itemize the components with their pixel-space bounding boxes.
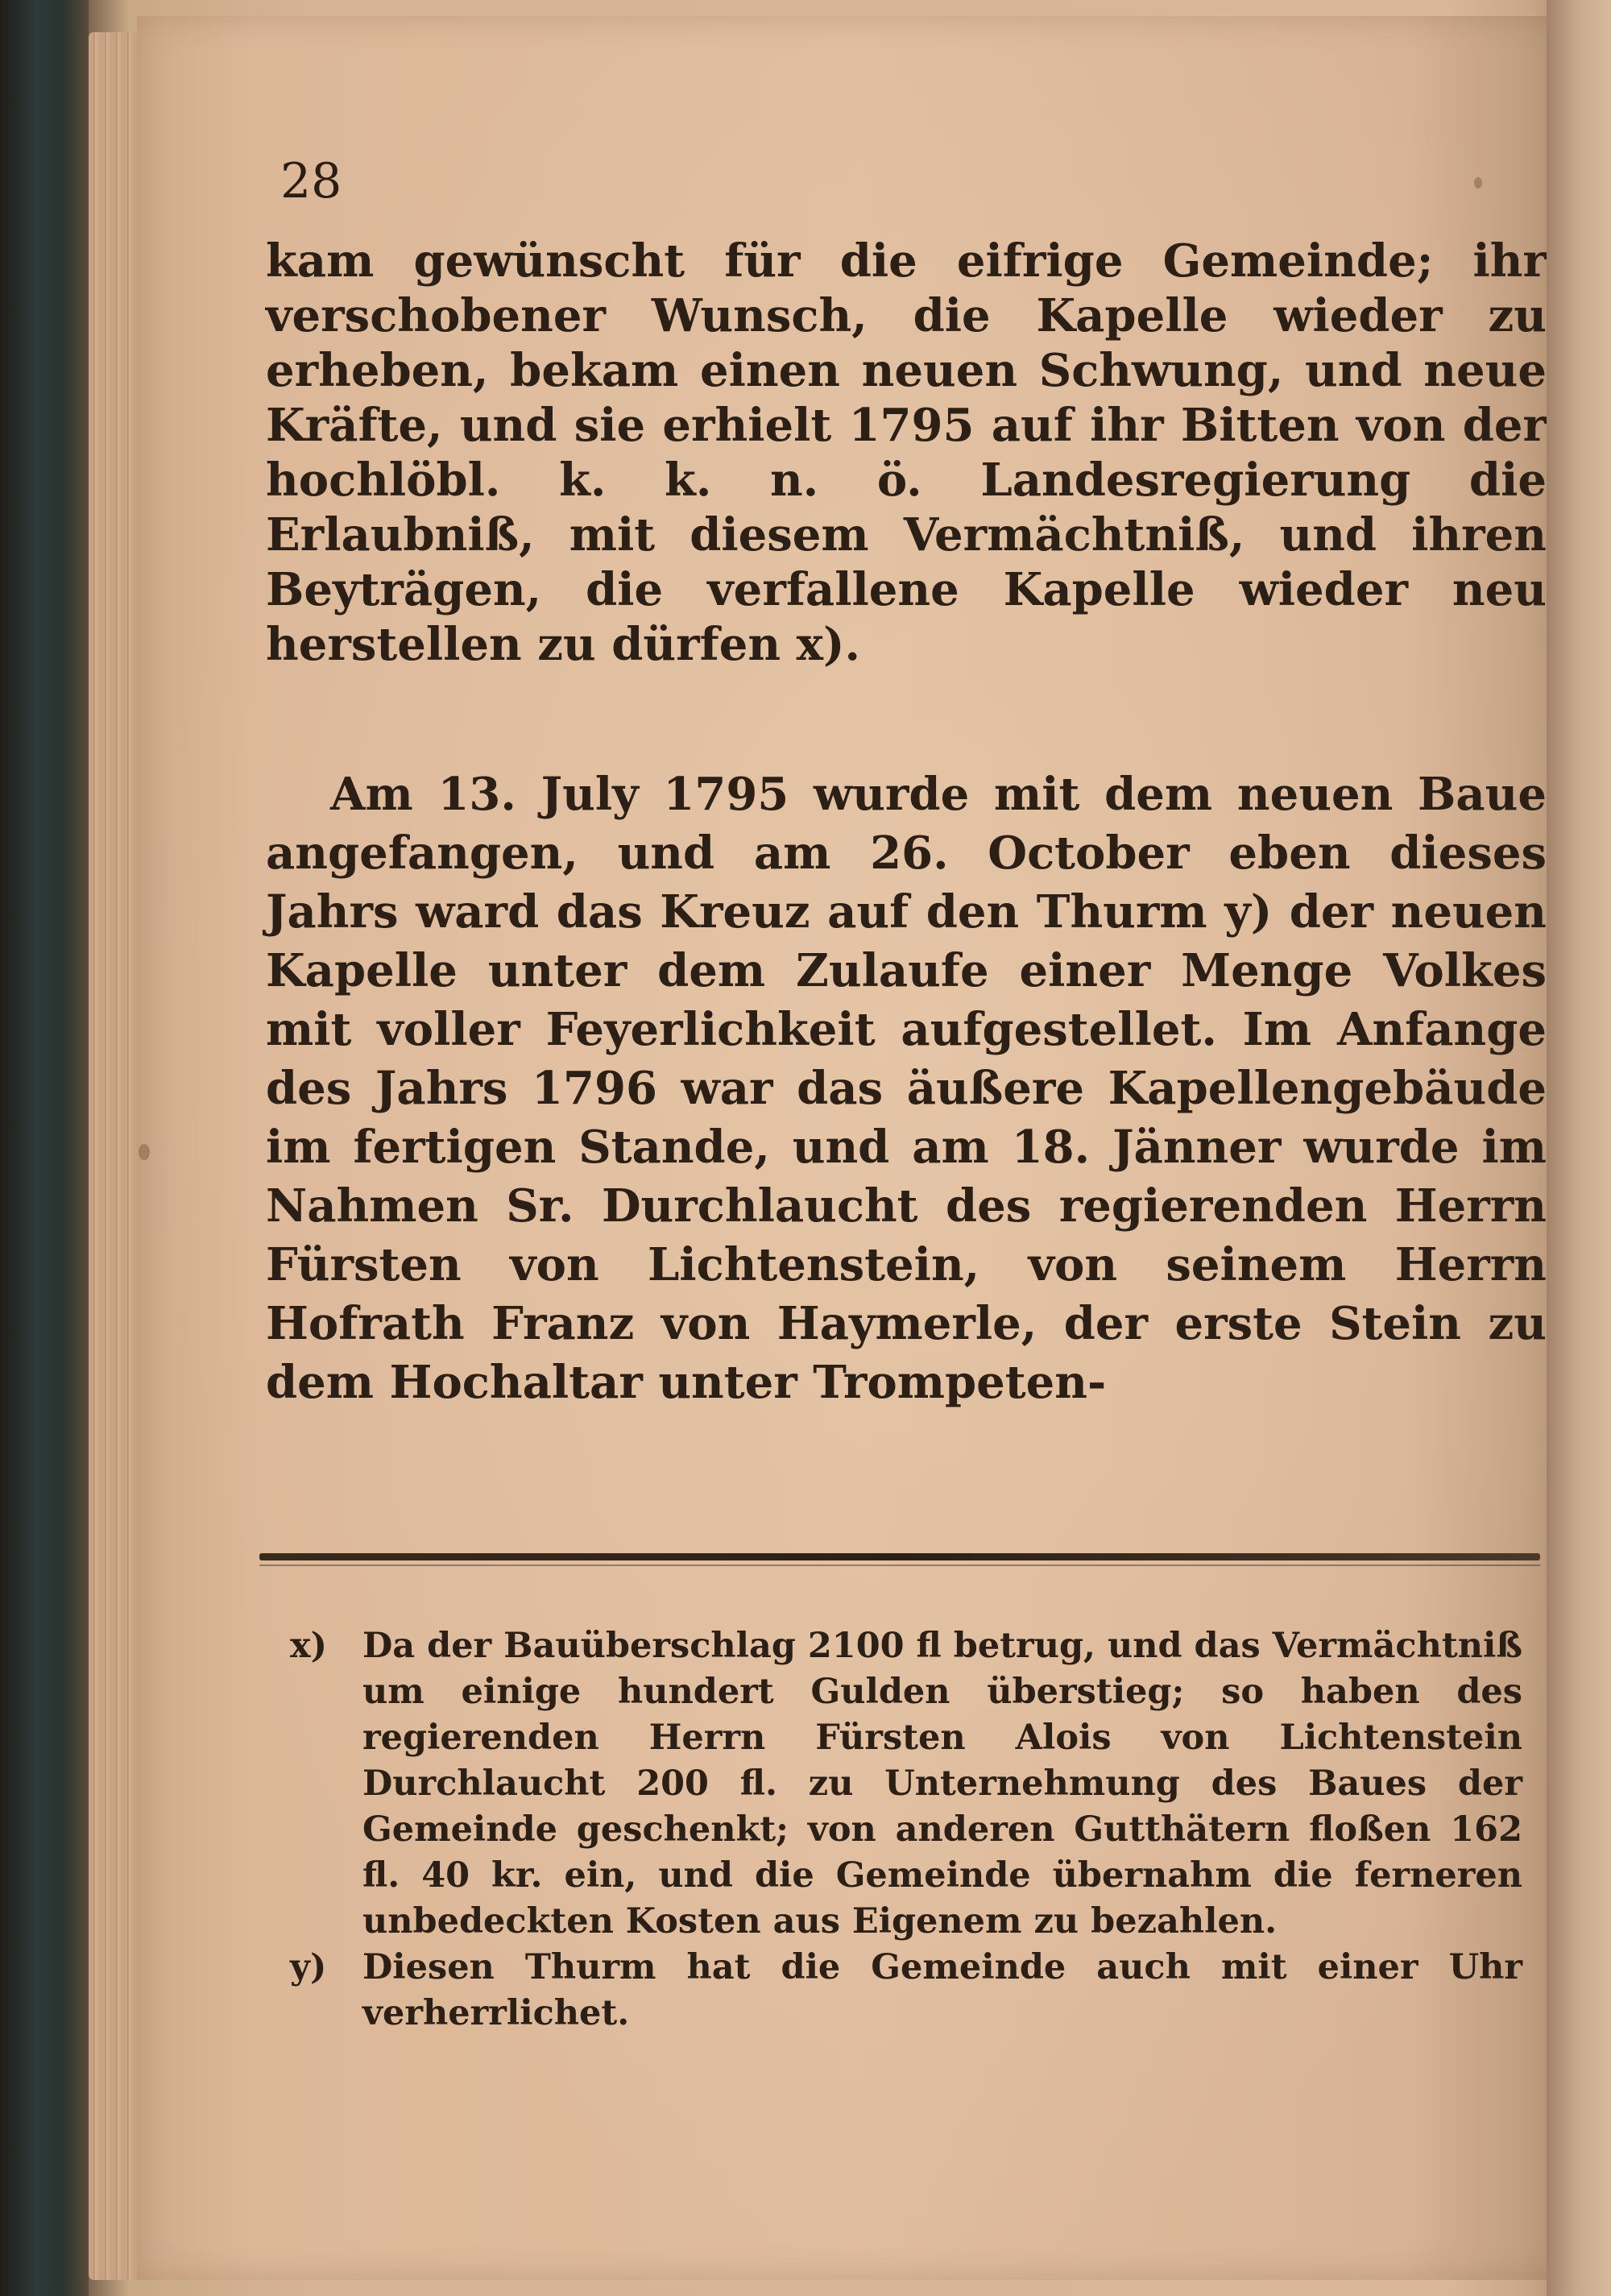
paragraph-two: Am 13. July 1795 wurde mit dem neuen Baue angefangen, und am 26. October eben dieses Jahrs ward das Kreuz auf den Thurm y) der neuen Kapelle unter dem Zulaufe einer Menge Volkes mit voller Feyerlichkeit aufgestellet. Im Anfange des Jahrs 1796 war das äußere Kapellengebäude im fertigen Stande, und am 18. Jänner wurde im Nahmen Sr. Durchlaucht des regierenden Herrn Fürsten von Lichtenstein, von seinem Herrn Hofrath Franz von Haymerle, der erste Stein zu dem Hochaltar unter Trompeten- xyxy=(266,768,1547,1409)
footnote-text: Diesen Thurm hat die Gemeinde auch mit einer Uhr verherrlichet. xyxy=(362,1947,1522,2033)
paper-blemish xyxy=(1474,177,1482,189)
paragraph-one xyxy=(266,234,1547,672)
paper-blemish xyxy=(139,1144,150,1160)
page-number: 28 xyxy=(280,153,342,209)
footnote-y xyxy=(290,1945,1522,2037)
book-cover-edge xyxy=(0,0,89,2296)
footnote-divider-thin xyxy=(259,1565,1540,1566)
book-page xyxy=(137,16,1579,2280)
footnote-divider xyxy=(259,1553,1540,1560)
footnote-marker: x) xyxy=(290,1626,327,1666)
footnote-text: Da der Bauüberschlag 2100 fl betrug, und das Vermächtniß um einige hundert Gulden überstieg; so haben des regierenden Herrn Fürsten Alois von Lichtenstein Durchlaucht 200 fl. zu Unternehmung des Baues der Gemeinde geschenkt; von anderen Gutthätern floßen 162 fl. 40 kr. ein, und die Gemeinde übernahm die ferneren unbedeckten Kosten aus Eigenem zu bezahlen. xyxy=(362,1626,1522,1942)
book-gutter xyxy=(1547,0,1611,2296)
footnote-x xyxy=(290,1623,1522,1945)
footnotes xyxy=(290,1623,1522,2037)
footnote-marker: y) xyxy=(290,1947,327,1987)
paragraph-one-text: kam gewünscht für die eifrige Gemeinde; ihr verschobener Wunsch, die Kapelle wieder zu erheben, bekam einen neuen Schwung, und neue Kräfte, und sie erhielt 1795 auf ihr Bitten von der hochlöbl. k. k. n. ö. Landesregierung die Erlaubniß, mit diesem Vermächtniß, und ihren Beyträgen, die verfallene Kapelle wieder neu herstellen zu dürfen x). xyxy=(266,234,1547,671)
